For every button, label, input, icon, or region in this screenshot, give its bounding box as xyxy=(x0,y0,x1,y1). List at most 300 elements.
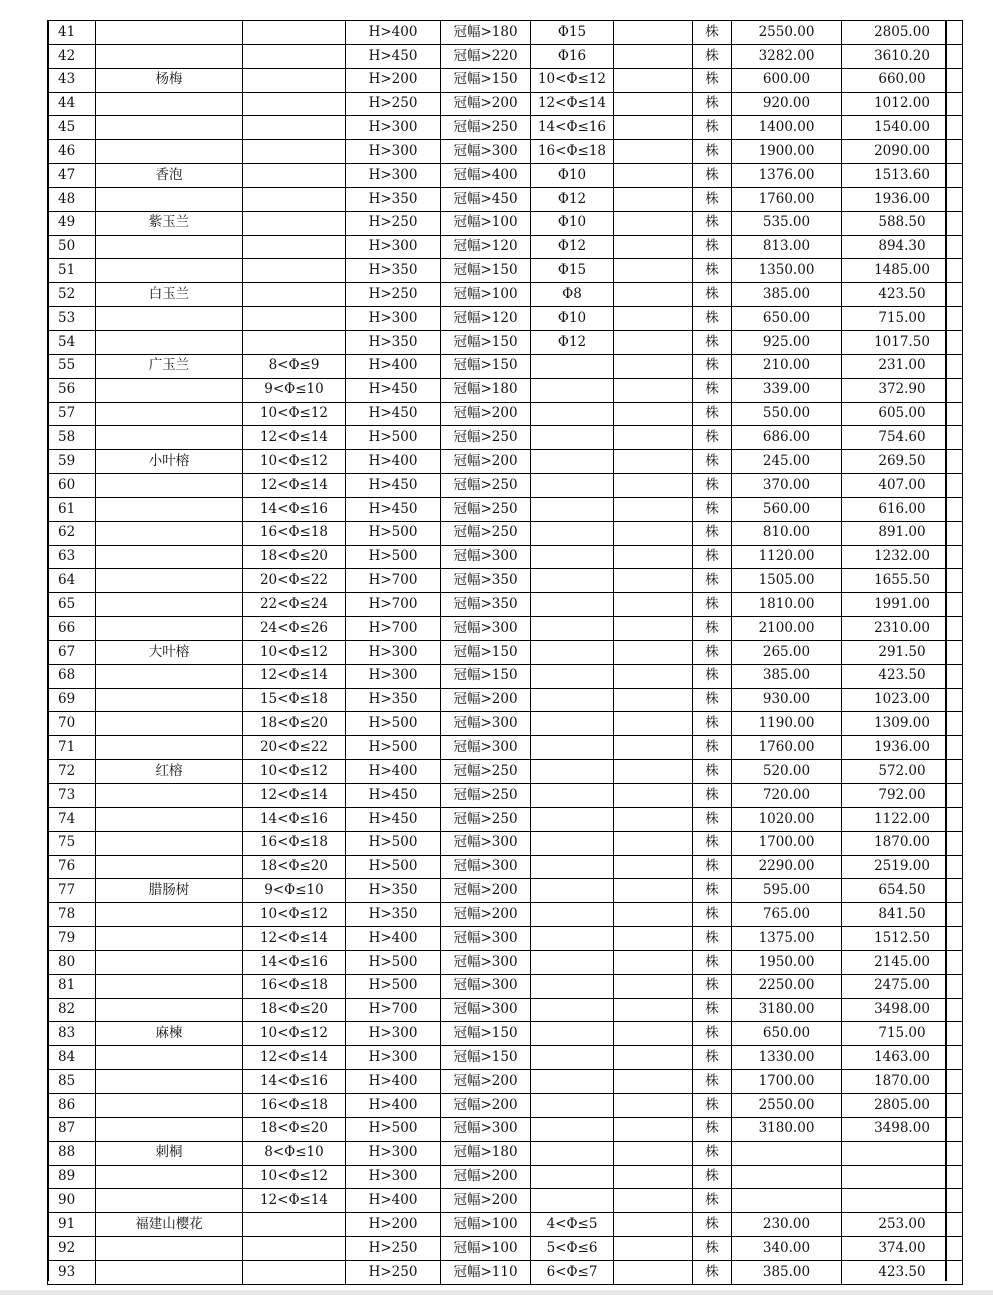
plant-name-cell: 白玉兰 xyxy=(96,283,243,307)
height-cell: H>500 xyxy=(346,521,441,545)
crown-width-cell: 冠幅>200 xyxy=(441,1093,531,1117)
height-cell: H>300 xyxy=(346,116,441,140)
diameter-alt-cell xyxy=(531,784,614,808)
height-cell: H>300 xyxy=(346,640,441,664)
blank-col-cell xyxy=(614,664,693,688)
row-number-cell: 80 xyxy=(48,950,96,974)
unit-cell: 株 xyxy=(693,831,732,855)
row-number-cell: 92 xyxy=(48,1237,96,1261)
row-number-cell: 58 xyxy=(48,426,96,450)
crown-width-cell: 冠幅>300 xyxy=(441,617,531,641)
tax-price-cell: 423.50 xyxy=(842,664,963,688)
blank-col-cell xyxy=(614,1141,693,1165)
crown-width-cell: 冠幅>220 xyxy=(441,44,531,68)
tax-price-cell: 1991.00 xyxy=(842,593,963,617)
plant-name-cell xyxy=(96,688,243,712)
unit-cell: 株 xyxy=(693,784,732,808)
plant-name-cell xyxy=(96,1117,243,1141)
crown-width-cell: 冠幅>200 xyxy=(441,903,531,927)
table-row xyxy=(48,116,963,140)
row-number-cell: 70 xyxy=(48,712,96,736)
row-number-cell: 69 xyxy=(48,688,96,712)
plant-name-cell: 腊肠树 xyxy=(96,879,243,903)
trunk-diameter-cell: 10<Φ≤12 xyxy=(243,760,346,784)
unit-cell: 株 xyxy=(693,235,732,259)
tax-price-cell: 605.00 xyxy=(842,402,963,426)
diameter-alt-cell xyxy=(531,998,614,1022)
unit-cell: 株 xyxy=(693,688,732,712)
plant-name-cell xyxy=(96,187,243,211)
tax-price-cell: 1870.00 xyxy=(842,1070,963,1094)
table-row xyxy=(48,307,963,331)
height-cell: H>300 xyxy=(346,140,441,164)
plant-name-cell: 刺桐 xyxy=(96,1141,243,1165)
unit-price-cell: 810.00 xyxy=(732,521,842,545)
diameter-alt-cell xyxy=(531,545,614,569)
tax-price-cell: 572.00 xyxy=(842,760,963,784)
unit-price-cell: 1375.00 xyxy=(732,927,842,951)
trunk-diameter-cell: 22<Φ≤24 xyxy=(243,593,346,617)
unit-price-cell: 1760.00 xyxy=(732,736,842,760)
unit-cell: 株 xyxy=(693,545,732,569)
unit-price-cell: 720.00 xyxy=(732,784,842,808)
tax-price-cell: 1023.00 xyxy=(842,688,963,712)
plant-name-cell xyxy=(96,998,243,1022)
table-row xyxy=(48,68,963,92)
crown-width-cell: 冠幅>200 xyxy=(441,688,531,712)
row-number-cell: 88 xyxy=(48,1141,96,1165)
trunk-diameter-cell xyxy=(243,116,346,140)
tax-price-cell: 407.00 xyxy=(842,474,963,498)
unit-price-cell: 813.00 xyxy=(732,235,842,259)
plant-name-cell xyxy=(96,521,243,545)
diameter-alt-cell: 12<Φ≤14 xyxy=(531,92,614,116)
unit-cell: 株 xyxy=(693,211,732,235)
tax-price-cell: 1512.50 xyxy=(842,927,963,951)
diameter-alt-cell: Φ12 xyxy=(531,187,614,211)
unit-cell: 株 xyxy=(693,807,732,831)
height-cell: H>700 xyxy=(346,617,441,641)
row-number-cell: 59 xyxy=(48,450,96,474)
diameter-alt-cell xyxy=(531,617,614,641)
unit-price-cell xyxy=(732,1141,842,1165)
diameter-alt-cell xyxy=(531,974,614,998)
unit-price-cell: 925.00 xyxy=(732,330,842,354)
height-cell: H>200 xyxy=(346,68,441,92)
table-row xyxy=(48,927,963,951)
table-row xyxy=(48,187,963,211)
unit-cell: 株 xyxy=(693,259,732,283)
trunk-diameter-cell: 10<Φ≤12 xyxy=(243,903,346,927)
blank-col-cell xyxy=(614,521,693,545)
unit-cell: 株 xyxy=(693,712,732,736)
row-number-cell: 54 xyxy=(48,330,96,354)
row-number-cell: 76 xyxy=(48,855,96,879)
crown-width-cell: 冠幅>250 xyxy=(441,521,531,545)
table-row xyxy=(48,164,963,188)
unit-price-cell: 265.00 xyxy=(732,640,842,664)
unit-price-cell: 2290.00 xyxy=(732,855,842,879)
height-cell: H>400 xyxy=(346,927,441,951)
blank-col-cell xyxy=(614,593,693,617)
unit-price-cell: 3282.00 xyxy=(732,44,842,68)
unit-price-cell: 3180.00 xyxy=(732,1117,842,1141)
row-number-cell: 79 xyxy=(48,927,96,951)
unit-cell: 株 xyxy=(693,569,732,593)
tax-price-cell: 616.00 xyxy=(842,497,963,521)
unit-price-cell: 765.00 xyxy=(732,903,842,927)
table-row xyxy=(48,1141,963,1165)
unit-price-cell: 550.00 xyxy=(732,402,842,426)
table-row xyxy=(48,474,963,498)
unit-price-cell: 1330.00 xyxy=(732,1046,842,1070)
height-cell: H>450 xyxy=(346,497,441,521)
tax-price-cell: 1870.00 xyxy=(842,831,963,855)
unit-cell: 株 xyxy=(693,1070,732,1094)
plant-name-cell: 紫玉兰 xyxy=(96,211,243,235)
height-cell: H>450 xyxy=(346,784,441,808)
row-number-cell: 67 xyxy=(48,640,96,664)
crown-width-cell: 冠幅>100 xyxy=(441,1237,531,1261)
plant-name-cell: 大叶榕 xyxy=(96,640,243,664)
tax-price-cell: 715.00 xyxy=(842,307,963,331)
trunk-diameter-cell xyxy=(243,259,346,283)
crown-width-cell: 冠幅>400 xyxy=(441,164,531,188)
plant-name-cell xyxy=(96,330,243,354)
blank-col-cell xyxy=(614,1189,693,1213)
row-number-cell: 84 xyxy=(48,1046,96,1070)
trunk-diameter-cell xyxy=(243,164,346,188)
diameter-alt-cell: Φ8 xyxy=(531,283,614,307)
diameter-alt-cell: Φ15 xyxy=(531,259,614,283)
unit-cell: 株 xyxy=(693,68,732,92)
plant-name-cell xyxy=(96,21,243,45)
crown-width-cell: 冠幅>200 xyxy=(441,1070,531,1094)
row-number-cell: 43 xyxy=(48,68,96,92)
blank-col-cell xyxy=(614,283,693,307)
table-row xyxy=(48,593,963,617)
blank-col-cell xyxy=(614,903,693,927)
trunk-diameter-cell: 12<Φ≤14 xyxy=(243,474,346,498)
trunk-diameter-cell: 16<Φ≤18 xyxy=(243,1093,346,1117)
row-number-cell: 51 xyxy=(48,259,96,283)
table-row xyxy=(48,664,963,688)
height-cell: H>450 xyxy=(346,44,441,68)
unit-cell: 株 xyxy=(693,640,732,664)
row-number-cell: 47 xyxy=(48,164,96,188)
tax-price-cell: 2090.00 xyxy=(842,140,963,164)
height-cell: H>300 xyxy=(346,235,441,259)
plant-name-cell xyxy=(96,617,243,641)
row-number-cell: 71 xyxy=(48,736,96,760)
height-cell: H>700 xyxy=(346,569,441,593)
unit-cell: 株 xyxy=(693,903,732,927)
table-row xyxy=(48,378,963,402)
unit-price-cell: 650.00 xyxy=(732,1022,842,1046)
height-cell: H>400 xyxy=(346,354,441,378)
table-row xyxy=(48,712,963,736)
table-row xyxy=(48,1213,963,1237)
table-row xyxy=(48,1022,963,1046)
plant-name-cell xyxy=(96,712,243,736)
table-row xyxy=(48,736,963,760)
plant-name-cell: 杨梅 xyxy=(96,68,243,92)
unit-price-cell: 930.00 xyxy=(732,688,842,712)
plant-name-cell xyxy=(96,1046,243,1070)
crown-width-cell: 冠幅>200 xyxy=(441,879,531,903)
crown-width-cell: 冠幅>300 xyxy=(441,974,531,998)
crown-width-cell: 冠幅>200 xyxy=(441,450,531,474)
height-cell: H>500 xyxy=(346,855,441,879)
tax-price-cell: 253.00 xyxy=(842,1213,963,1237)
unit-price-cell: 2550.00 xyxy=(732,1093,842,1117)
height-cell: H>700 xyxy=(346,593,441,617)
row-number-cell: 44 xyxy=(48,92,96,116)
table-row xyxy=(48,402,963,426)
tax-price-cell: 1513.60 xyxy=(842,164,963,188)
trunk-diameter-cell: 12<Φ≤14 xyxy=(243,664,346,688)
unit-price-cell: 2100.00 xyxy=(732,617,842,641)
blank-col-cell xyxy=(614,259,693,283)
tax-price-cell: 3610.20 xyxy=(842,44,963,68)
plant-name-cell xyxy=(96,259,243,283)
trunk-diameter-cell xyxy=(243,21,346,45)
unit-cell: 株 xyxy=(693,116,732,140)
plant-name-cell xyxy=(96,927,243,951)
unit-price-cell: 340.00 xyxy=(732,1237,842,1261)
row-number-cell: 62 xyxy=(48,521,96,545)
trunk-diameter-cell: 9<Φ≤10 xyxy=(243,378,346,402)
unit-cell: 株 xyxy=(693,164,732,188)
trunk-diameter-cell: 15<Φ≤18 xyxy=(243,688,346,712)
diameter-alt-cell xyxy=(531,474,614,498)
table-row xyxy=(48,1189,963,1213)
row-number-cell: 81 xyxy=(48,974,96,998)
crown-width-cell: 冠幅>300 xyxy=(441,831,531,855)
unit-price-cell: 2250.00 xyxy=(732,974,842,998)
plant-name-cell xyxy=(96,950,243,974)
crown-width-cell: 冠幅>150 xyxy=(441,1046,531,1070)
unit-price-cell: 1810.00 xyxy=(732,593,842,617)
diameter-alt-cell xyxy=(531,450,614,474)
tax-price-cell: 3498.00 xyxy=(842,998,963,1022)
height-cell: H>500 xyxy=(346,831,441,855)
unit-price-cell: 1950.00 xyxy=(732,950,842,974)
crown-width-cell: 冠幅>120 xyxy=(441,307,531,331)
crown-width-cell: 冠幅>150 xyxy=(441,1022,531,1046)
unit-cell: 株 xyxy=(693,617,732,641)
table-row xyxy=(48,807,963,831)
blank-col-cell xyxy=(614,617,693,641)
crown-width-cell: 冠幅>300 xyxy=(441,927,531,951)
blank-col-cell xyxy=(614,474,693,498)
unit-cell: 株 xyxy=(693,426,732,450)
trunk-diameter-cell xyxy=(243,283,346,307)
blank-col-cell xyxy=(614,354,693,378)
trunk-diameter-cell: 10<Φ≤12 xyxy=(243,450,346,474)
trunk-diameter-cell: 12<Φ≤14 xyxy=(243,927,346,951)
unit-cell: 株 xyxy=(693,21,732,45)
trunk-diameter-cell xyxy=(243,1213,346,1237)
table-row xyxy=(48,569,963,593)
unit-cell: 株 xyxy=(693,760,732,784)
blank-col-cell xyxy=(614,1213,693,1237)
trunk-diameter-cell: 24<Φ≤26 xyxy=(243,617,346,641)
plant-name-cell: 麻楝 xyxy=(96,1022,243,1046)
diameter-alt-cell xyxy=(531,402,614,426)
plant-name-cell xyxy=(96,44,243,68)
blank-col-cell xyxy=(614,1165,693,1189)
height-cell: H>300 xyxy=(346,664,441,688)
row-number-cell: 63 xyxy=(48,545,96,569)
trunk-diameter-cell: 9<Φ≤10 xyxy=(243,879,346,903)
height-cell: H>200 xyxy=(346,1213,441,1237)
blank-col-cell xyxy=(614,307,693,331)
crown-width-cell: 冠幅>300 xyxy=(441,998,531,1022)
diameter-alt-cell xyxy=(531,593,614,617)
plant-name-cell xyxy=(96,235,243,259)
tax-price-cell: 1463.00 xyxy=(842,1046,963,1070)
diameter-alt-cell xyxy=(531,879,614,903)
trunk-diameter-cell xyxy=(243,1260,346,1284)
unit-cell: 株 xyxy=(693,1093,732,1117)
row-number-cell: 91 xyxy=(48,1213,96,1237)
unit-cell: 株 xyxy=(693,283,732,307)
row-number-cell: 64 xyxy=(48,569,96,593)
blank-col-cell xyxy=(614,1260,693,1284)
trunk-diameter-cell: 10<Φ≤12 xyxy=(243,640,346,664)
crown-width-cell: 冠幅>350 xyxy=(441,569,531,593)
table-row xyxy=(48,998,963,1022)
height-cell: H>500 xyxy=(346,1117,441,1141)
trunk-diameter-cell: 10<Φ≤12 xyxy=(243,1165,346,1189)
trunk-diameter-cell: 8<Φ≤10 xyxy=(243,1141,346,1165)
crown-width-cell: 冠幅>200 xyxy=(441,92,531,116)
diameter-alt-cell xyxy=(531,688,614,712)
tax-price-cell: 1122.00 xyxy=(842,807,963,831)
trunk-diameter-cell: 14<Φ≤16 xyxy=(243,807,346,831)
diameter-alt-cell xyxy=(531,903,614,927)
plant-name-cell xyxy=(96,831,243,855)
crown-width-cell: 冠幅>300 xyxy=(441,712,531,736)
height-cell: H>250 xyxy=(346,92,441,116)
blank-col-cell xyxy=(614,497,693,521)
row-number-cell: 77 xyxy=(48,879,96,903)
table-frame-right xyxy=(945,20,947,1281)
tax-price-cell: 1655.50 xyxy=(842,569,963,593)
blank-col-cell xyxy=(614,1237,693,1261)
tax-price-cell: 231.00 xyxy=(842,354,963,378)
crown-width-cell: 冠幅>180 xyxy=(441,1141,531,1165)
table-row xyxy=(48,1165,963,1189)
table-row xyxy=(48,521,963,545)
diameter-alt-cell xyxy=(531,569,614,593)
tax-price-cell: 891.00 xyxy=(842,521,963,545)
crown-width-cell: 冠幅>300 xyxy=(441,140,531,164)
unit-price-cell: 1120.00 xyxy=(732,545,842,569)
blank-col-cell xyxy=(614,426,693,450)
plant-name-cell xyxy=(96,116,243,140)
blank-col-cell xyxy=(614,164,693,188)
blank-col-cell xyxy=(614,402,693,426)
unit-cell: 株 xyxy=(693,187,732,211)
plant-name-cell xyxy=(96,497,243,521)
unit-cell: 株 xyxy=(693,1237,732,1261)
diameter-alt-cell xyxy=(531,521,614,545)
table-row xyxy=(48,259,963,283)
table-row xyxy=(48,497,963,521)
tax-price-cell: 3498.00 xyxy=(842,1117,963,1141)
table-row xyxy=(48,855,963,879)
crown-width-cell: 冠幅>100 xyxy=(441,283,531,307)
blank-col-cell xyxy=(614,569,693,593)
table-row xyxy=(48,426,963,450)
unit-price-cell: 535.00 xyxy=(732,211,842,235)
tax-price-cell: 2805.00 xyxy=(842,21,963,45)
blank-col-cell xyxy=(614,760,693,784)
plant-name-cell xyxy=(96,426,243,450)
blank-col-cell xyxy=(614,330,693,354)
blank-col-cell xyxy=(614,545,693,569)
unit-price-cell: 595.00 xyxy=(732,879,842,903)
crown-width-cell: 冠幅>250 xyxy=(441,784,531,808)
trunk-diameter-cell: 18<Φ≤20 xyxy=(243,1117,346,1141)
row-number-cell: 73 xyxy=(48,784,96,808)
diameter-alt-cell xyxy=(531,927,614,951)
tax-price-cell: 654.50 xyxy=(842,879,963,903)
trunk-diameter-cell: 16<Φ≤18 xyxy=(243,521,346,545)
unit-cell: 株 xyxy=(693,1117,732,1141)
unit-cell: 株 xyxy=(693,855,732,879)
crown-width-cell: 冠幅>200 xyxy=(441,402,531,426)
diameter-alt-cell xyxy=(531,950,614,974)
trunk-diameter-cell: 20<Φ≤22 xyxy=(243,569,346,593)
tax-price-cell: 374.00 xyxy=(842,1237,963,1261)
unit-cell: 株 xyxy=(693,354,732,378)
height-cell: H>250 xyxy=(346,211,441,235)
blank-col-cell xyxy=(614,1093,693,1117)
diameter-alt-cell: 6<Φ≤7 xyxy=(531,1260,614,1284)
trunk-diameter-cell: 12<Φ≤14 xyxy=(243,784,346,808)
crown-width-cell: 冠幅>350 xyxy=(441,593,531,617)
blank-col-cell xyxy=(614,950,693,974)
row-number-cell: 57 xyxy=(48,402,96,426)
row-number-cell: 46 xyxy=(48,140,96,164)
diameter-alt-cell xyxy=(531,497,614,521)
table-row xyxy=(48,283,963,307)
plant-name-cell xyxy=(96,807,243,831)
trunk-diameter-cell: 8<Φ≤9 xyxy=(243,354,346,378)
unit-price-cell: 2550.00 xyxy=(732,21,842,45)
blank-col-cell xyxy=(614,831,693,855)
diameter-alt-cell: 16<Φ≤18 xyxy=(531,140,614,164)
diameter-alt-cell xyxy=(531,760,614,784)
unit-price-cell: 1700.00 xyxy=(732,1070,842,1094)
unit-cell: 株 xyxy=(693,1046,732,1070)
tax-price-cell: 1936.00 xyxy=(842,187,963,211)
unit-cell: 株 xyxy=(693,927,732,951)
unit-cell: 株 xyxy=(693,402,732,426)
blank-col-cell xyxy=(614,44,693,68)
diameter-alt-cell xyxy=(531,712,614,736)
height-cell: H>300 xyxy=(346,307,441,331)
table-row xyxy=(48,1117,963,1141)
trunk-diameter-cell xyxy=(243,187,346,211)
height-cell: H>450 xyxy=(346,402,441,426)
plant-name-cell xyxy=(96,1093,243,1117)
table-row xyxy=(48,140,963,164)
blank-col-cell xyxy=(614,211,693,235)
